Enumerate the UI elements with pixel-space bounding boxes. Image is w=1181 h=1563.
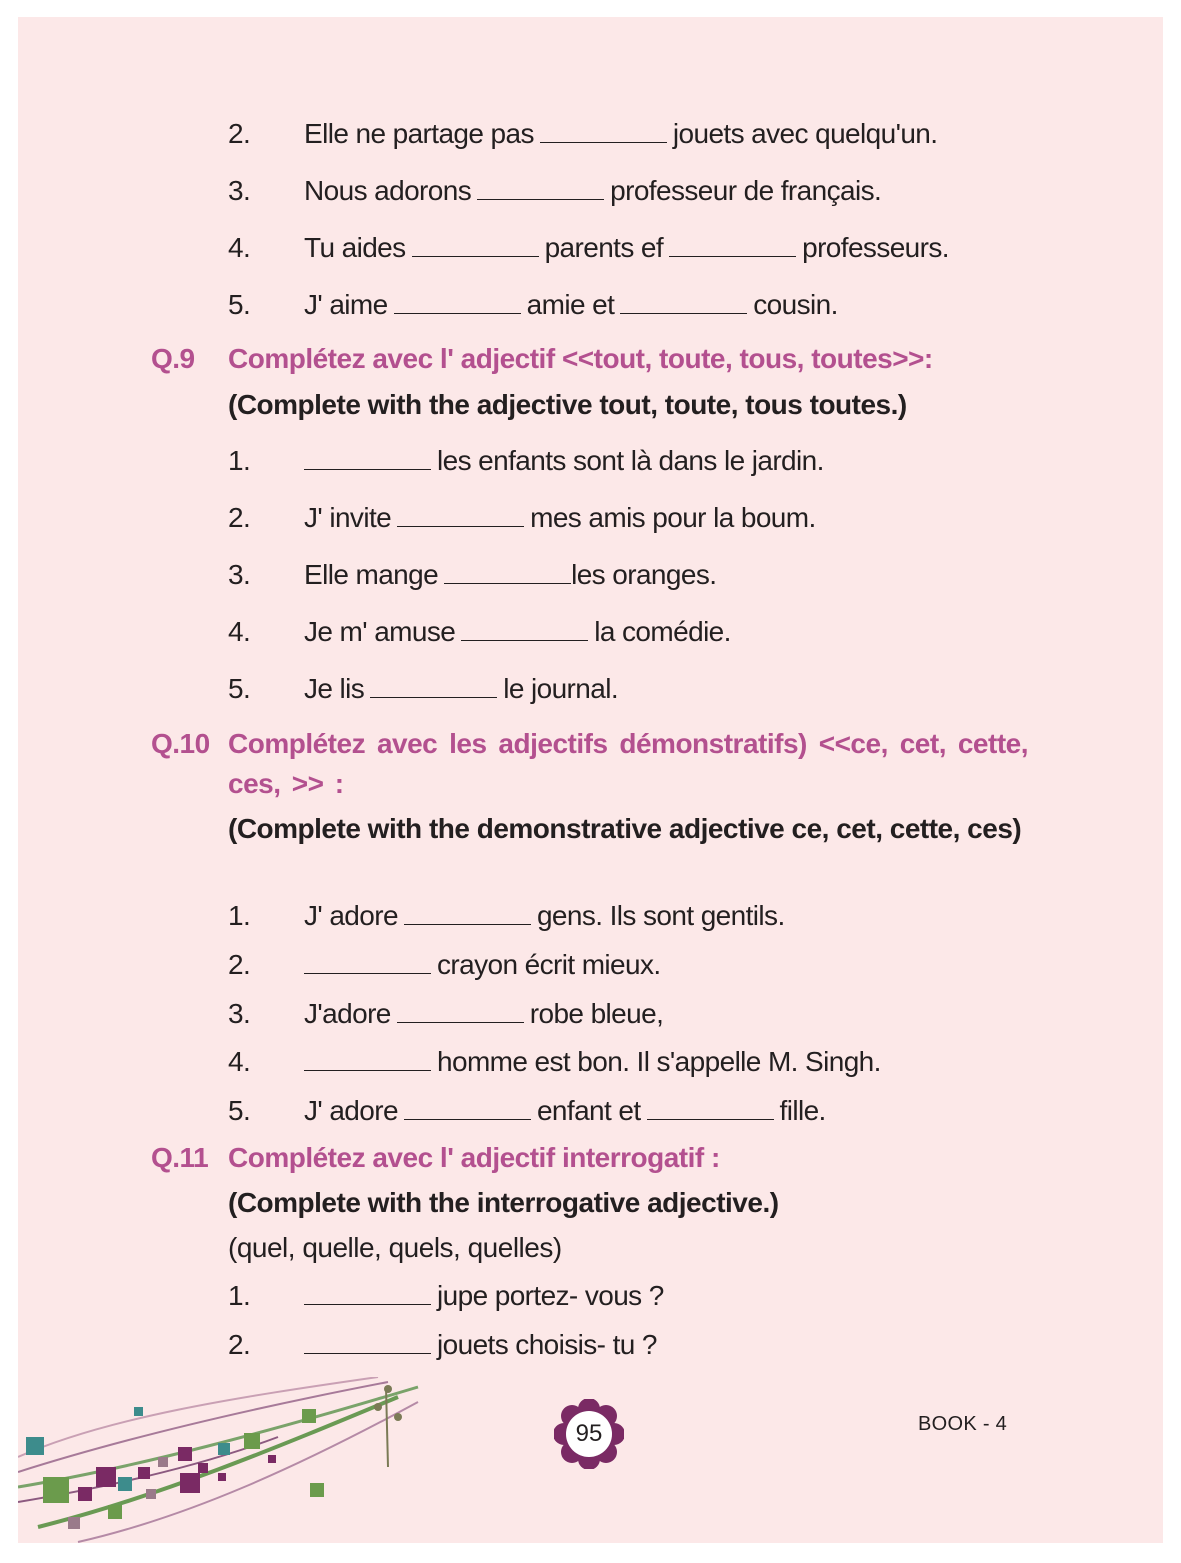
item-number: 2. <box>228 118 251 149</box>
item-number: 2. <box>228 502 251 533</box>
answer-blank <box>394 289 521 314</box>
page <box>18 17 1163 1543</box>
item-text: la comédie. <box>594 616 731 647</box>
answer-blank <box>404 900 531 925</box>
item-number: 1. <box>228 445 251 476</box>
answer-blank <box>540 118 667 143</box>
item-text: fille. <box>779 1095 826 1126</box>
answer-blank <box>412 232 539 257</box>
book-label: BOOK - 4 <box>918 1413 1008 1435</box>
answer-blank <box>461 616 588 641</box>
q10-english-instruction: (Complete with the demonstrative adjective ce, cet, cette, ces) <box>228 813 1022 844</box>
answer-blank <box>370 673 497 698</box>
item-text: gens. Ils sont gentils. <box>536 900 785 931</box>
item-text: les enfants sont là dans le jardin. <box>437 445 824 476</box>
question-title: Complétez avec l' adjectif <<tout, toute, tous, toutes>>: <box>228 343 933 374</box>
answer-blank <box>397 998 524 1023</box>
item-number: 4. <box>228 1046 251 1077</box>
item-number: 4. <box>228 616 251 647</box>
item-text: cousin. <box>753 289 838 320</box>
answer-blank <box>304 949 431 974</box>
item-number: 1. <box>228 1280 251 1311</box>
item-text: Je lis <box>304 673 365 704</box>
item-number: 2. <box>228 1329 251 1360</box>
question-number: Q.10 <box>151 728 210 759</box>
item-text: J' adore <box>304 900 398 931</box>
answer-blank <box>620 289 747 314</box>
item-number: 3. <box>228 998 251 1029</box>
item-text: Je m' amuse <box>304 616 456 647</box>
item-text: crayon écrit mieux. <box>437 949 661 980</box>
item-number: 3. <box>228 175 251 206</box>
item-number: 3. <box>228 559 251 590</box>
answer-blank <box>304 1046 431 1071</box>
answer-blank <box>669 232 796 257</box>
item-number: 5. <box>228 673 251 704</box>
item-text: Nous adorons <box>304 175 472 206</box>
question-title: Complétez avec l' adjectif interrogatif : <box>228 1142 720 1173</box>
decorative-swirl <box>18 1377 438 1543</box>
item-text: professeurs. <box>802 232 949 263</box>
item-text: jupe portez- vous ? <box>437 1280 664 1311</box>
item-number: 4. <box>228 232 251 263</box>
item-text: mes amis pour la boum. <box>530 502 816 533</box>
item-text: J' aime <box>304 289 388 320</box>
item-text: enfant et <box>536 1095 641 1126</box>
question-number: Q.9 <box>151 343 195 374</box>
item-text: le journal. <box>503 673 619 704</box>
question-number: Q.11 <box>151 1142 209 1173</box>
item-text: Elle ne partage pas <box>304 118 534 149</box>
page-number: 95 <box>575 1420 603 1447</box>
item-text: jouets choisis- tu ? <box>437 1329 657 1360</box>
item-text: Elle mange <box>304 559 439 590</box>
answer-blank <box>444 559 571 584</box>
question-title: Complétez avec les adjectifs démonstratifs) <<ce, cet, cette, ces, >> : <box>228 728 1028 799</box>
item-text: Tu aides <box>304 232 406 263</box>
item-number: 5. <box>228 1095 251 1126</box>
item-number: 1. <box>228 900 251 931</box>
answer-blank <box>477 175 604 200</box>
item-text: J' adore <box>304 1095 398 1126</box>
item-text: homme est bon. Il s'appelle M. Singh. <box>437 1046 881 1077</box>
answer-blank <box>304 1329 431 1354</box>
item-text: parents ef <box>544 232 664 263</box>
q11-options: (quel, quelle, quels, quelles) <box>228 1232 562 1263</box>
q11-english-instruction: (Complete with the interrogative adjective.) <box>228 1187 779 1218</box>
answer-blank <box>647 1095 774 1120</box>
item-text: amie et <box>526 289 615 320</box>
answer-blank <box>404 1095 531 1120</box>
page-number-badge <box>554 1399 624 1469</box>
item-text: robe bleue, <box>529 998 664 1029</box>
item-number: 5. <box>228 289 251 320</box>
q9-english-instruction: (Complete with the adjective tout, toute, tous toutes.) <box>228 389 907 420</box>
answer-blank <box>304 1280 431 1305</box>
item-text: professeur de français. <box>610 175 882 206</box>
answer-blank <box>304 445 431 470</box>
item-text: les oranges. <box>571 559 717 590</box>
answer-blank <box>397 502 524 527</box>
item-number: 2. <box>228 949 251 980</box>
item-text: J'adore <box>304 998 391 1029</box>
item-text: jouets avec quelqu'un. <box>672 118 938 149</box>
item-text: J' invite <box>304 502 392 533</box>
